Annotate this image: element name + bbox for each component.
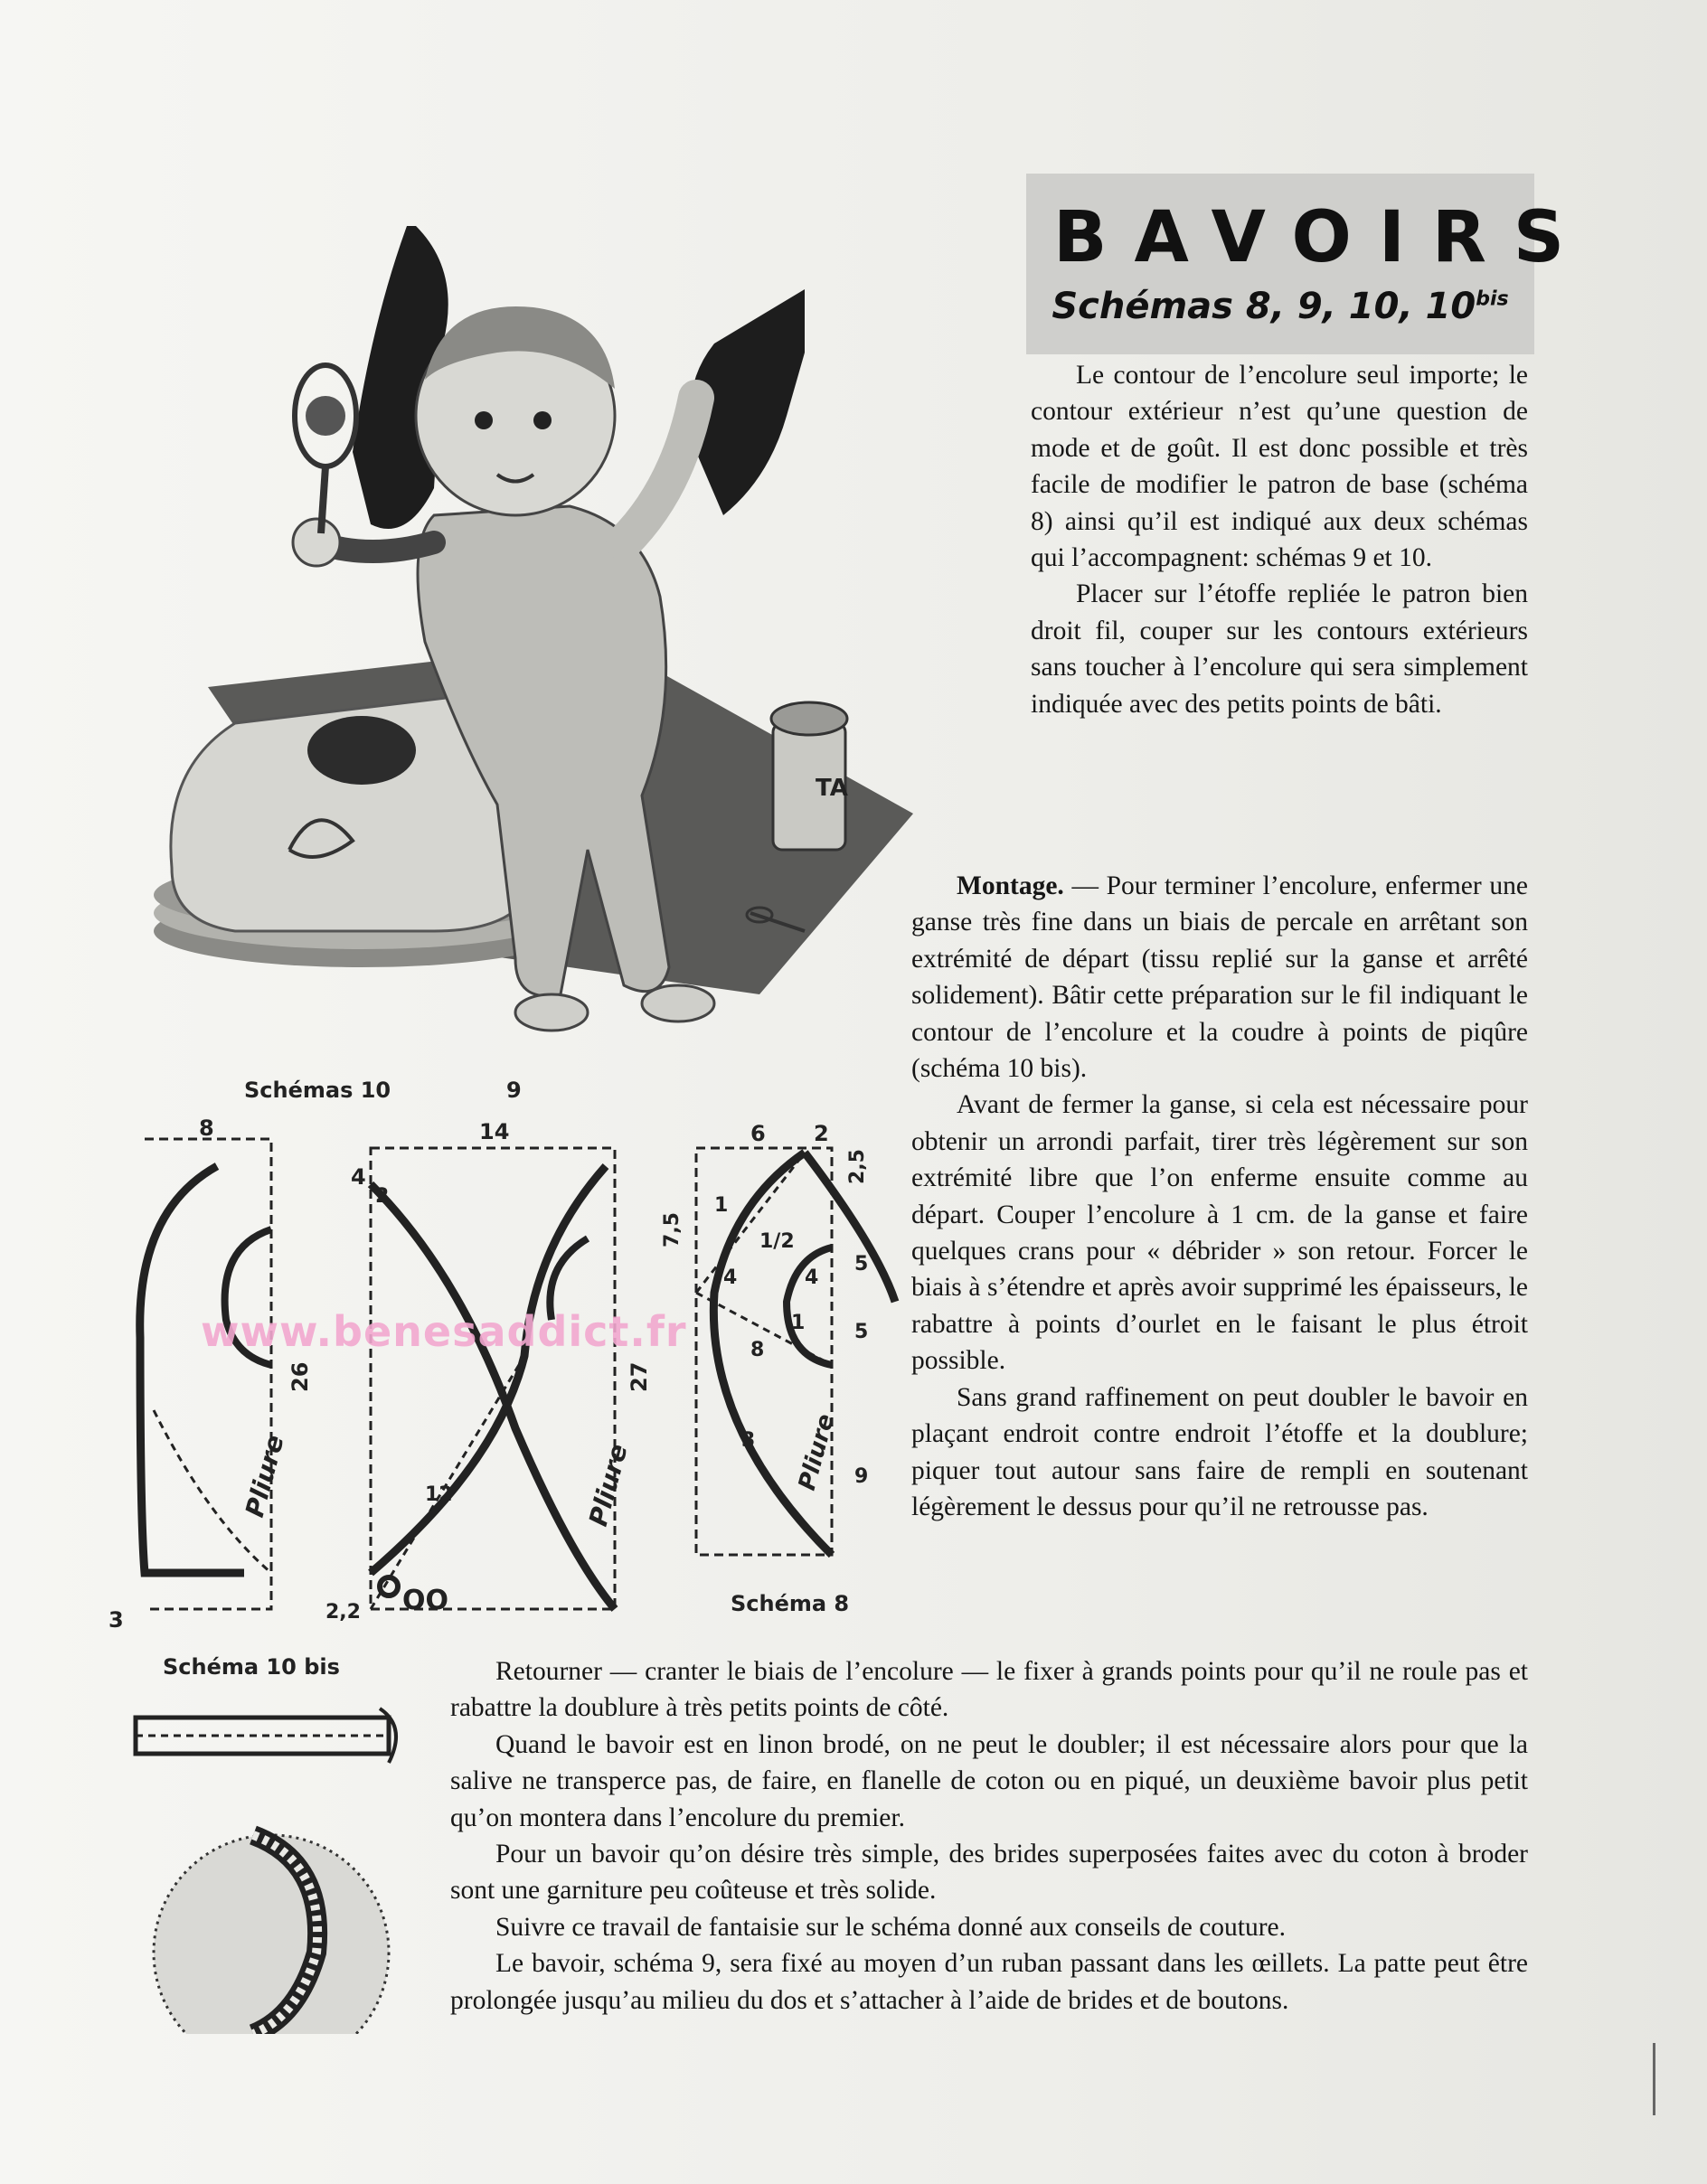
baby-illustration <box>136 217 922 1049</box>
rattle-icon <box>295 365 356 533</box>
montage-lead: Montage. <box>957 871 1064 900</box>
paragraph-retourner: Retourner — cranter le biais de l’encolure — le fixer à grands points pour qu’il ne roule pas et rabattre la doublure à très petits points de côté. <box>450 1657 1528 1723</box>
schema-10-drawing <box>140 1139 271 1609</box>
s8-top-b: 2 <box>814 1121 829 1146</box>
subtitle-text: Schémas 8, 9, 10, 10 <box>1052 286 1476 327</box>
page-edge-mark <box>1653 2043 1655 2115</box>
schema-9-label: 9 <box>506 1078 522 1103</box>
paragraph-montage <box>911 868 1528 1087</box>
s8-m5: 5 <box>854 1253 869 1276</box>
s8-m3: 4 <box>723 1266 738 1289</box>
schema-10bis-detail <box>118 1654 425 2034</box>
s10-bottom: 3 <box>108 1607 124 1633</box>
title-box <box>1026 174 1592 354</box>
pattern-schemas <box>99 1067 913 1645</box>
page-title: BAVOIRS <box>1053 197 1592 278</box>
s8-top-a: 6 <box>750 1121 766 1146</box>
paragraph-brides: Pour un bavoir qu’on désire très simple, des brides superposées faites avec du coton à broder sont une garniture peu coûteuse et très solide. <box>450 1840 1528 1906</box>
salt-shaker-icon <box>771 702 848 850</box>
subtitle-sup: bis <box>1476 287 1509 311</box>
paragraph-ganse: Avant de fermer la ganse, si cela est nécessaire pour obtenir un arrondi parfait, tirer très légèrement sur son extrémité libre que l’on enferme ensuite comme au départ. Couper l’encolure à 1 cm. de la ganse et faire quelques crans pour « débrider » son retour. Forcer le biais à s’étendre et après avoir supprimé les épaisseurs, le rabattre à points d’ourlet en le faisant le plus étroit possible. <box>911 1090 1528 1376</box>
s9-mark: 2 <box>375 1185 390 1208</box>
s8-m7: 1 <box>791 1312 806 1334</box>
schemas-10-label: Schémas 10 <box>244 1078 391 1103</box>
s8-m6: 5 <box>854 1321 869 1343</box>
paragraph-linon: Quand le bavoir est en linon brodé, on ne peut le doubler; il est nécessaire alors pour que la salive ne transperce pas, de faire, en flanelle de coton ou en piqué, un deuxième bavoir plus petit qu’on montera dans l’encolure du premier. <box>450 1729 1528 1832</box>
text-column-middle <box>911 868 1528 1525</box>
schema-8-label: Schéma 8 <box>731 1591 850 1616</box>
s9-width: 14 <box>479 1119 510 1144</box>
text-column-bottom <box>450 1653 1528 2019</box>
watermark: www.benesaddict.fr <box>201 1307 687 1356</box>
schema-10bis-drawing <box>118 1654 425 2034</box>
s8-m1: 1 <box>714 1194 729 1217</box>
s9-oo: OO <box>402 1585 449 1616</box>
salt-shaker-label: TA <box>816 775 848 802</box>
s9-pliure: Pliure <box>582 1440 634 1530</box>
schema-10bis-label: Schéma 10 bis <box>163 1654 340 1680</box>
s10-width: 8 <box>199 1116 214 1141</box>
s8-m2: 1/2 <box>759 1230 795 1253</box>
paragraph-placer: Placer sur l’étoffe repliée le patron bien droit fil, couper sur les contours extérieurs sans toucher à l’encolure qui sera simplement indiquée avec des petits points de bâti. <box>1031 579 1528 719</box>
montage-text: — Pour terminer l’encolure, enfermer une ganse très fine dans un biais de percale en arrêtant son extrémité de départ (tissu replié sur la ganse et arrêté solidement). Bâtir cette préparation sur le fil indiquant le contour de l’encolure et la coudre à points de piqûre (schéma 10 bis). <box>911 871 1528 1084</box>
paragraph-intro: Le contour de l’encolure seul importe; le contour extérieur n’est qu’une question de mode et de goût. Il est donc possible et très facile de modifier le patron de base (schéma 8) ainsi qu’il est indiqué aux deux schémas qui l’accompagnent: schémas 9 et 10. <box>1031 361 1528 573</box>
s8-m4: 4 <box>805 1266 819 1289</box>
s9-height: 27 <box>627 1361 652 1392</box>
s8-m9: 3 <box>741 1429 756 1452</box>
paragraph-doubler: Sans grand raffinement on peut doubler le bavoir en plaçant endroit contre endroit l’étoffe et la doublure; piquer tout autour sans faire de rempli en soutenant légèrement le dessus pour qu’il ne retrousse pas. <box>911 1382 1528 1521</box>
paragraph-schema9: Le bavoir, schéma 9, sera fixé au moyen d’un ruban passant dans les œillets. La patte peut être prolongée jusqu’au milieu du dos et s’attacher à l’aide de brides et de boutons. <box>450 1949 1528 2015</box>
s8-left: 7,5 <box>661 1212 684 1247</box>
s10-pliure: Pliure <box>239 1431 290 1520</box>
paragraph-suivre: Suivre ce travail de fantaisie sur le schéma donné aux conseils de couture. <box>495 1912 1287 1942</box>
s8-right-a: 2,5 <box>846 1149 869 1184</box>
s8-m8: 8 <box>750 1339 765 1361</box>
schema-drawings <box>99 1067 913 1645</box>
s10-height: 26 <box>288 1361 313 1392</box>
text-column-right <box>1031 357 1528 722</box>
page-subtitle <box>1026 286 1534 327</box>
s8-m10: 9 <box>854 1465 869 1488</box>
s8-pliure: Pliure <box>793 1411 840 1493</box>
s9-diag: 12 <box>425 1483 453 1506</box>
s9-bottom: 2,2 <box>325 1601 361 1624</box>
s9-top: 4 <box>351 1164 366 1190</box>
schema-9-drawing <box>371 1148 615 1609</box>
